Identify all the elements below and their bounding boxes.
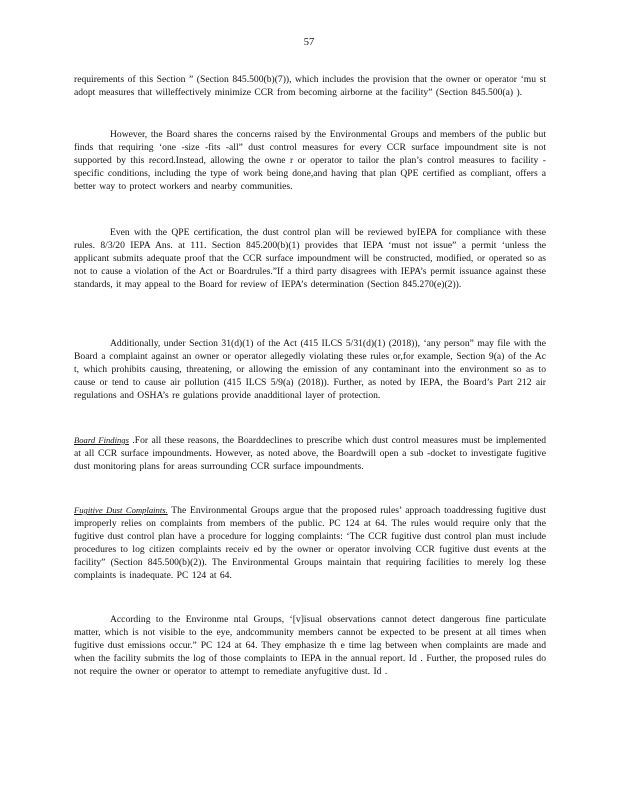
paragraph-3: Even with the QPE certification, the dust control plan will be reviewed byIEPA for compliance with these rules. 8/3/20 IEPA Ans. at 111. Section 845.200(b)(1) provides that IEPA ‘must not issue” a permit ‘unless the applicant submits adequate proof that the CCR surface impoundment will be constructed, modified, or operated so as not to cause a violation of the Act or Boardrules.”If a third party disagrees with IEPA’s permit issuance against these standards, it may appeal to the Board for review of IEPA’s determination (Section 845.270(e)(2)). [74,227,546,291]
paragraph-4: Additionally, under Section 31(d)(1) of the Act (415 ILCS 5/31(d)(1) (2018)), ‘any person” may file with the Board a complaint against an owner or operator allegedly violating these rules or,for example, Section 9(a) of the Ac t, which prohibits causing, threatening, or allowing the emission of any contaminant into the environment so as to cause or tend to cause air pollution (415 ILCS 5/9(a) (2018)). Further, as noted by IEPA, the Board’s Part 212 air regulations and OSHA’s re gulations provide anadditional layer of protection. [74,338,546,402]
paragraph-6 [74,504,546,583]
fugitive-dust-complaints-heading: Fugitive Dust Complaints. [74,505,168,515]
paragraph-1: requirements of this Section ” (Section 845.500(b)(7)), which includes the provision that the owner or operator ‘mu st adopt measures that willeffectively minimize CCR from becoming airborne at the facility” (Section 845.500(a) ). [74,74,546,99]
paragraph-6-body: The Environmental Groups argue that the proposed rules’ approach toaddressing fugitive dust improperly relies on complaints from members of the public. PC 124 at 64. The rules would require only that the fugitive dust control plan have a procedure for logging complaints: ‘The CCR fugitive dust control plan must include procedures to log citizen complaints receiv ed by the owner or operator involving CCR fugitive dust events at the facility” (Section 845.500(b)(2)). The Environmental Groups maintain that requiring facilities to merely log these complaints is inadequate. PC 124 at 64. [74,505,546,582]
paragraph-5 [74,434,546,473]
paragraph-7: According to the Environme ntal Groups, ‘[v]isual observations cannot detect dangerous fine particulate matter, which is not visible to the eye, andcommunity members cannot be expected to be present at all times when fugitive dust emissions occur.” PC 124 at 64. They emphasize th e time lag between when complaints are made and when the facility submits the log of those complaints to IEPA in the annual report. Id . Further, the proposed rules do not require the owner or operator to attempt to remediate anyfugitive dust. Id . [74,614,546,678]
paragraph-2: However, the Board shares the concerns raised by the Environmental Groups and members of the public but finds that requiring ‘one -size -fits -all” dust control measures for every CCR surface impoundment site is not supported by this record.Instead, allowing the owne r or operator to tailor the plan’s control measures to facility -specific conditions, including the type of work being done,and having that plan QPE certified as compliant, offers a better way to protect workers and nearby communities. [74,129,546,193]
page-number: 57 [303,37,315,48]
paragraph-5-body: .For all these reasons, the Boarddeclines to prescribe which dust control measures must be implemented at all CCR surface impoundments. However, as noted above, the Boardwill open a sub -docket to investigate fugitive dust monitoring plans for areas surrounding CCR surface impoundments. [74,435,547,473]
board-findings-heading: Board Findings [74,435,129,445]
